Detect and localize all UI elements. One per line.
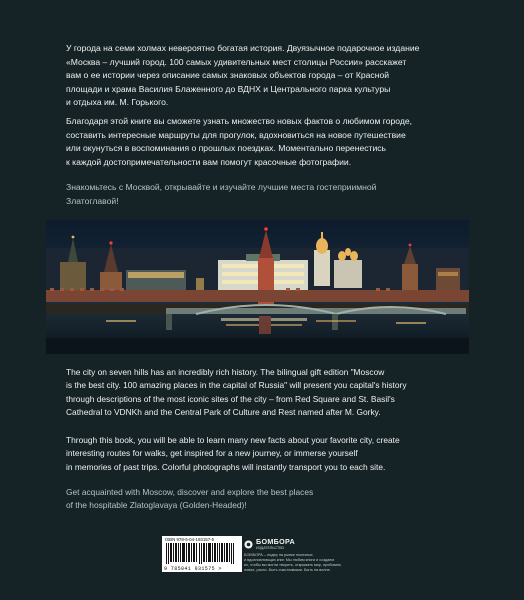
ru-p1-line: «Москва – лучший город. 100 самых удивительных мест столицы России» расскажет xyxy=(66,56,407,67)
publisher-subtitle: ИЗДАТЕЛЬСТВО xyxy=(256,546,285,550)
ru-p1-line: вам о ее истории через описание самых знаковых объектов города – от Красной xyxy=(66,70,390,81)
ru-p2-line: составить интересные маршруты для прогулок, вдохновиться на новое путешествие xyxy=(66,129,406,140)
kremlin-night-photo xyxy=(46,220,469,354)
ru-paragraph-invite xyxy=(66,181,466,208)
ru-p2-line: к каждой достопримечательности вам помогут красочные фотографии. xyxy=(66,156,352,167)
publisher-logo-block xyxy=(244,538,364,573)
ru-p3-line: Златоглавой! xyxy=(66,195,119,206)
en-p1-line: through descriptions of the most iconic sites of the city – from Red Square and St. Basil's xyxy=(66,393,395,404)
en-p2-line: interesting routes for walks, get inspired for a new journey, or immerse yourself xyxy=(66,448,358,459)
publisher-desc-line: новое, расти. Быть счастливыми. Быть на волне. xyxy=(244,568,331,572)
publisher-name: БОМБОРА xyxy=(256,537,295,546)
publisher-desc-line: БОМБОРА – лидер на рынке полезных xyxy=(244,553,313,557)
publisher-desc-line: их, чтобы вы могли творить, открывать мир, пробовать xyxy=(244,563,342,567)
isbn-digits: 9 785041 931575 > xyxy=(164,566,222,572)
en-paragraph-history xyxy=(66,366,466,420)
ru-p3-line: Знакомьтесь с Москвой, открывайте и изучайте лучшие места гостеприимной xyxy=(66,182,377,192)
ru-p1-line: и отдыха им. М. Горького. xyxy=(66,97,169,108)
en-paragraph-benefits xyxy=(66,434,466,474)
publisher-description xyxy=(244,553,364,573)
en-p3-line: of the hospitable Zlatoglavaya (Golden-Headed)! xyxy=(66,500,247,511)
ru-paragraph-history xyxy=(66,42,466,110)
en-p2-line: in memories of past trips. Colorful photographs will instantly transport you to each site. xyxy=(66,461,386,472)
ru-paragraph-benefits xyxy=(66,115,466,169)
en-p1-line: The city on seven hills has an incredibly rich history. The bilingual gift edition "Moscow xyxy=(66,367,385,377)
publisher-desc-line: и вдохновляющих книг. Мы любим книги и создаем xyxy=(244,558,335,562)
en-paragraph-invite xyxy=(66,486,466,513)
en-p3-line: Get acquainted with Moscow, discover and explore the best places xyxy=(66,487,314,497)
ru-p2-line: или окунуться в воспоминания о прошлых поездках. Моментально перенестись xyxy=(66,143,387,154)
ru-p1-line: площади и храма Василия Блаженного до ВДНХ и Центрального парка культуры xyxy=(66,83,391,94)
en-p1-line: Cathedral to VDNKh and the Central Park of Culture and Rest named after M. Gorky. xyxy=(66,407,381,418)
en-p1-line: is the best city. 100 amazing places in the capital of Russia" will present you capital's history xyxy=(66,380,407,391)
ru-p1-line: У города на семи холмах невероятно богатая история. Двуязычное подарочное издание xyxy=(66,43,420,53)
ru-p2-line: Благодаря этой книге вы сможете узнать множество новых фактов о любимом городе, xyxy=(66,116,413,126)
isbn-barcode xyxy=(162,536,242,572)
en-p2-line: Through this book, you will be able to learn many new facts about your favorite city, create xyxy=(66,435,400,445)
bombora-logo-icon xyxy=(244,540,253,549)
barcode-bars xyxy=(166,543,238,564)
isbn-label: ISBN 978-5-04-193157-5 xyxy=(165,537,215,542)
